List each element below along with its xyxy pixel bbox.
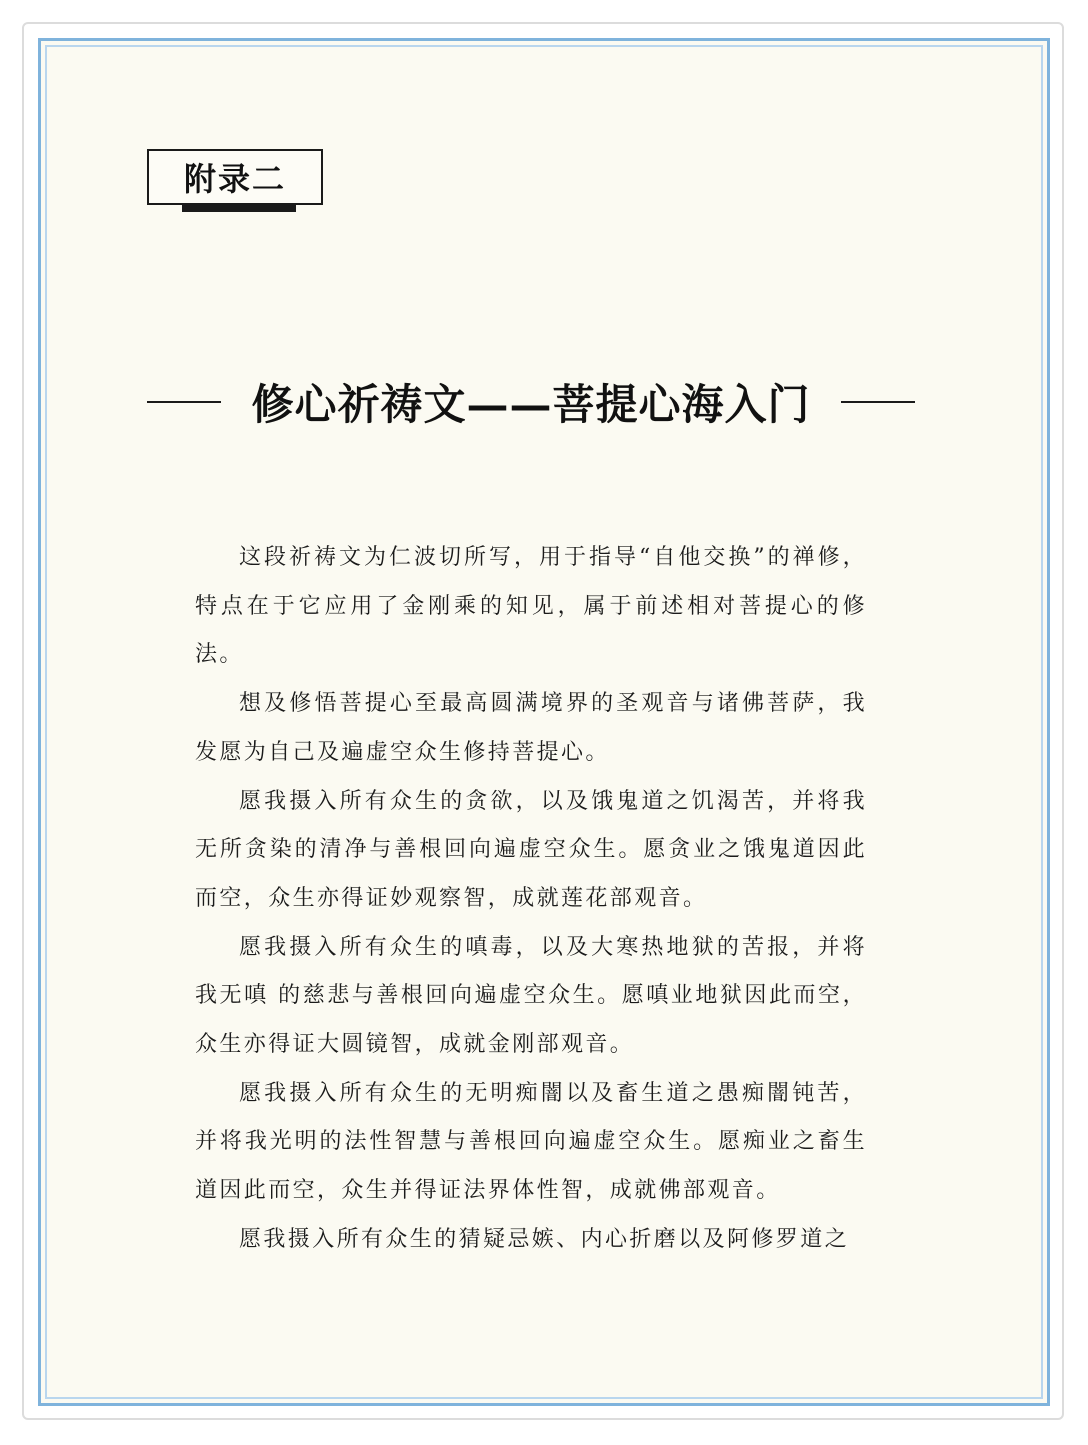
title-left-dash <box>147 401 221 403</box>
paragraph-ignorance: 愿我摄入所有众生的无明痴闇以及畜生道之愚痴闇钝苦，并将我光明的法性智慧与善根回向遍虚空众生。愿痴业之畜生道因此而空，众生并得证法界体性智，成就佛部观音。 <box>195 1080 867 1204</box>
paragraph-anger: 愿我摄入所有众生的嗔毒，以及大寒热地狱的苦报，并将我无嗔 的慈悲与善根回向遍虚空众生。愿嗔业地狱因此而空，众生亦得证大圆镜智，成就金刚部观音。 <box>195 934 867 1058</box>
title-right-dash <box>841 401 915 403</box>
body-text <box>195 534 867 1265</box>
page-title: 修心祈祷文——菩提心海入门 <box>251 380 811 429</box>
title-row <box>147 370 915 434</box>
paragraph-intro: 这段祈祷文为仁波切所写，用于指导“自他交换”的禅修，特点在于它应用了金刚乘的知见，属于前述相对菩提心的修法。 <box>195 545 867 668</box>
chapter-tag: 附录二 <box>147 149 323 205</box>
chapter-tag-underbar <box>182 205 296 212</box>
paragraph-greed: 愿我摄入所有众生的贪欲，以及饿鬼道之饥渴苦，并将我无所贪染的清净与善根回向遍虚空众生。愿贪业之饿鬼道因此而空，众生亦得证妙观察智，成就莲花部观音。 <box>195 788 867 911</box>
paragraph-vow: 想及修悟菩提心至最高圆满境界的圣观音与诸佛菩萨，我发愿为自己及遍虚空众生修持菩提心。 <box>195 691 867 765</box>
paragraph-jealousy: 愿我摄入所有众生的猜疑忌嫉、内心折磨以及阿修罗道之 <box>239 1226 850 1252</box>
